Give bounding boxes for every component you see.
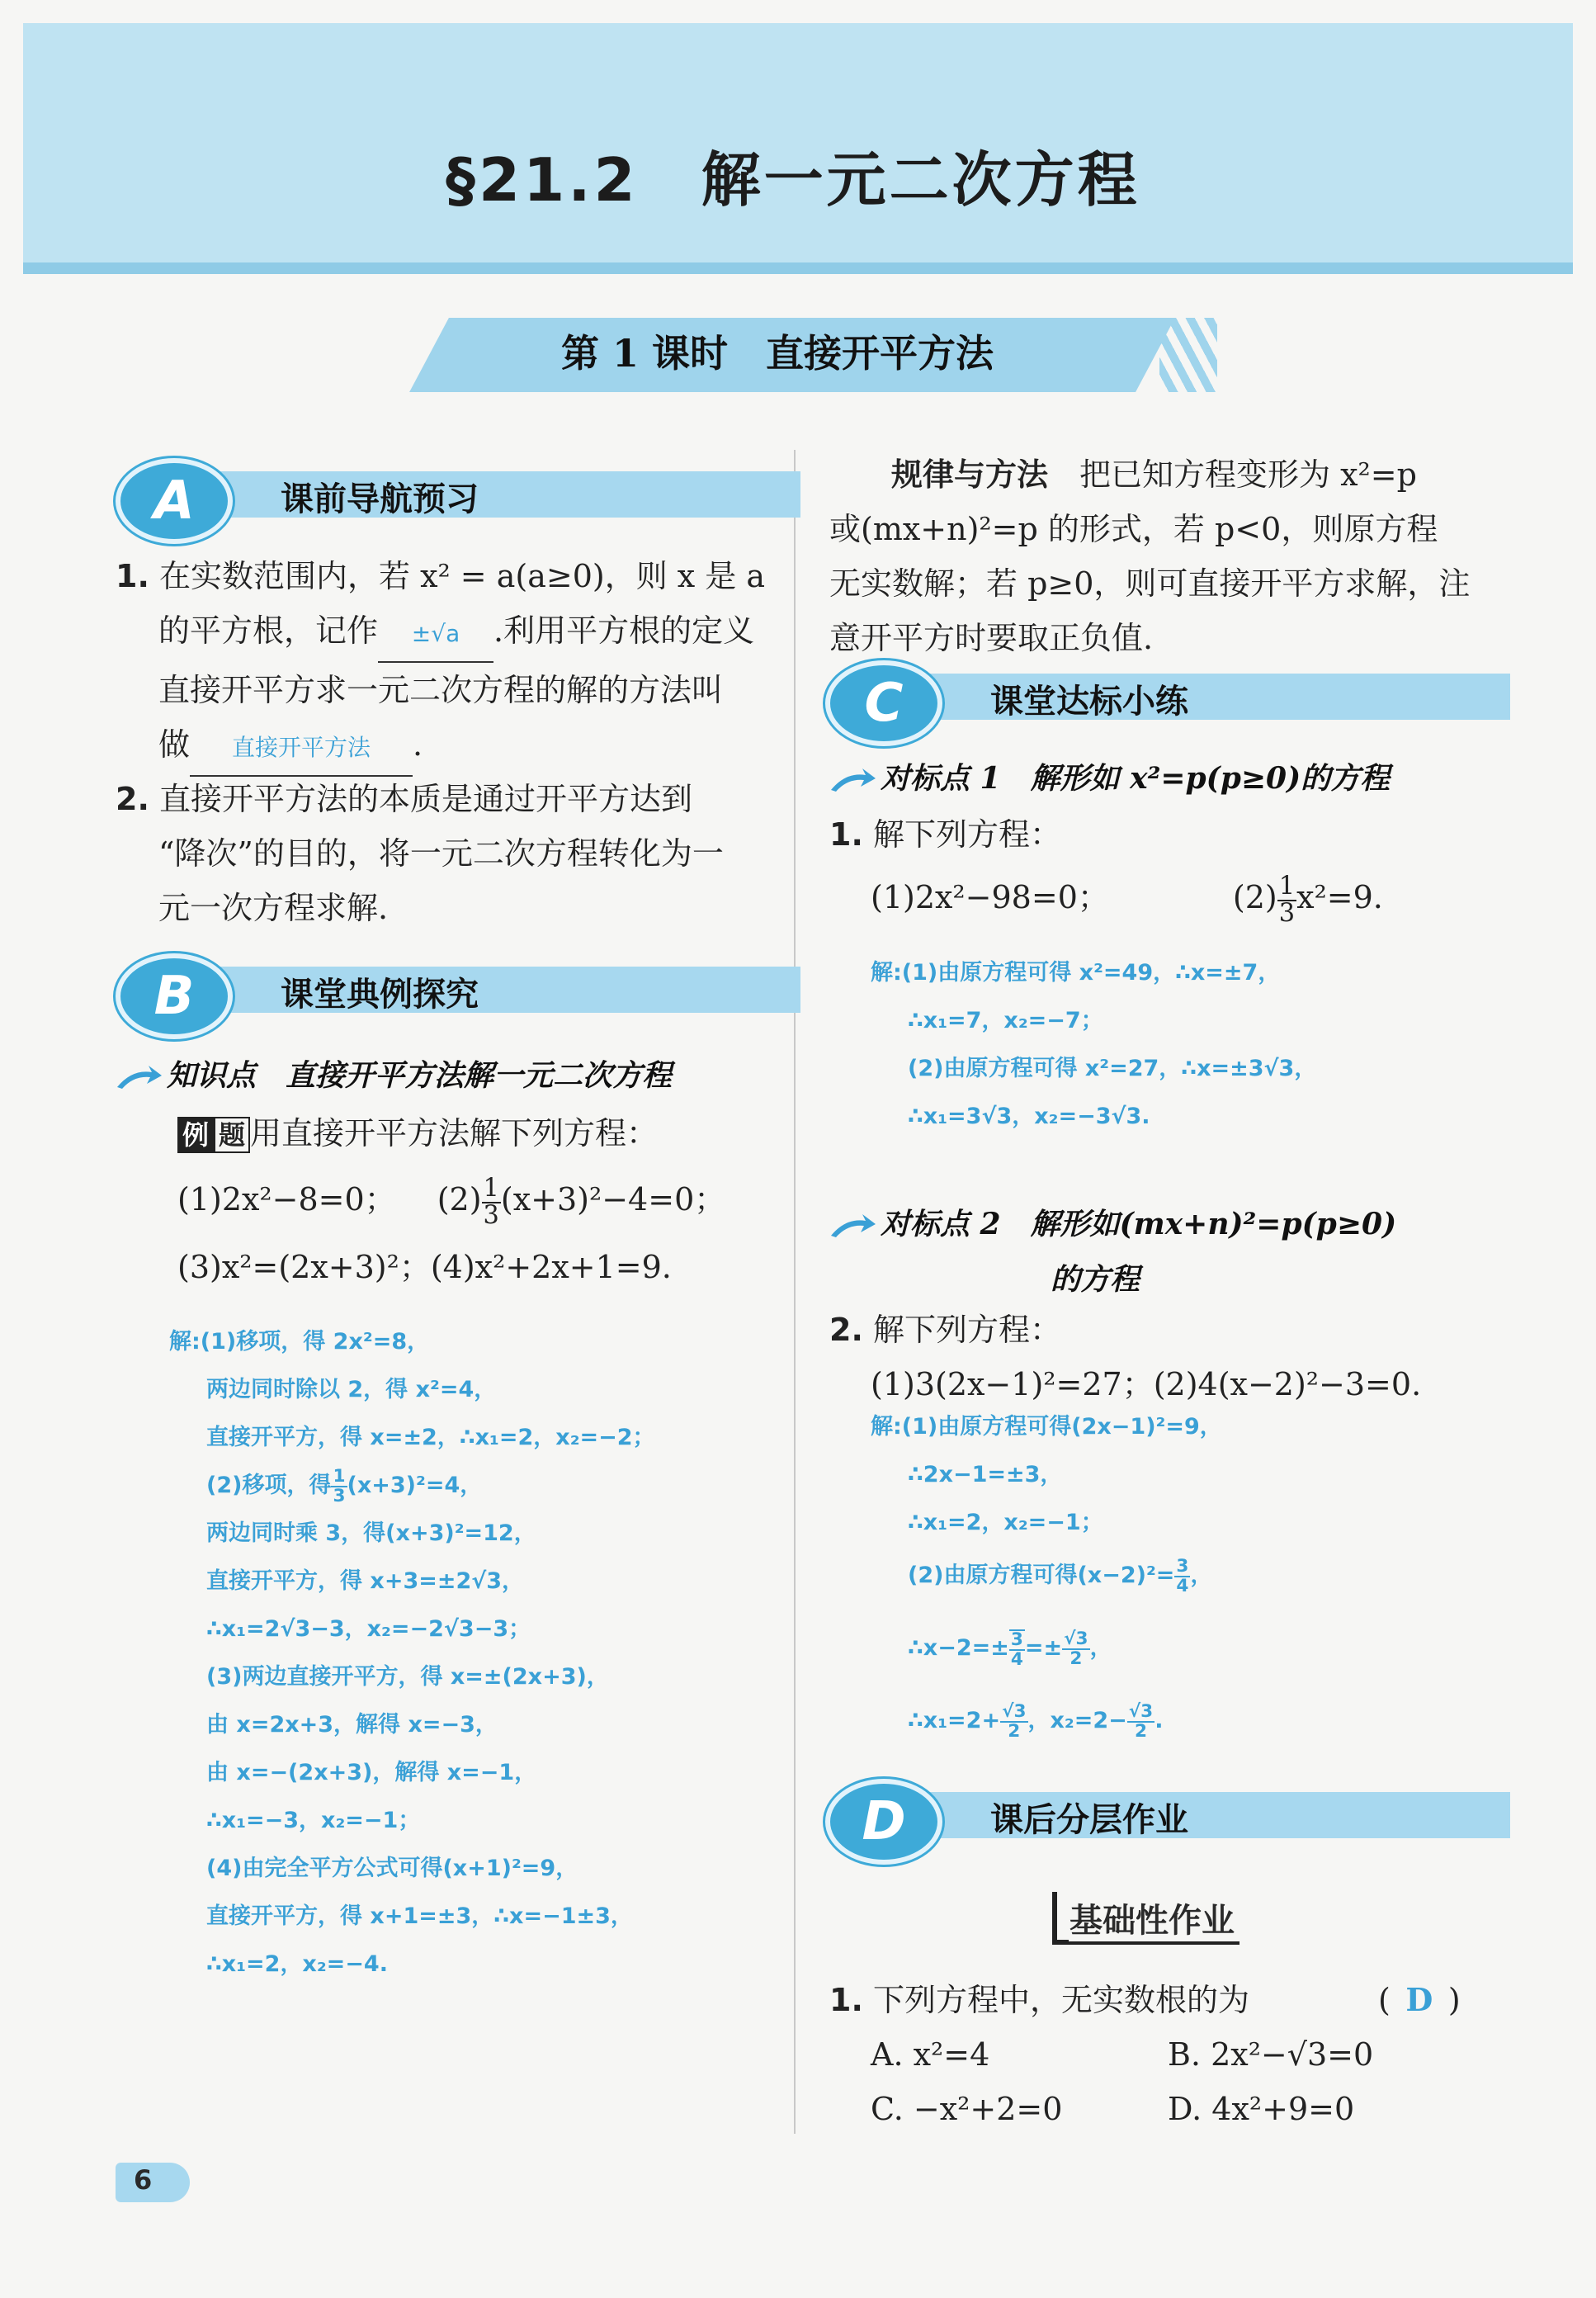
arrow-icon: [116, 1066, 162, 1090]
example-tag: 题: [214, 1117, 250, 1153]
practice-question-2: [829, 1303, 1490, 1411]
preview-question-1: [116, 549, 767, 777]
example-prompt: 用直接开平方法解下列方程：: [250, 1115, 659, 1151]
rule-text: 把已知方程变形为 x²=p: [1079, 456, 1417, 493]
answer-blank: ±√a: [378, 607, 493, 663]
practice-solution-2: 解:(1)由原方程可得(2x−1)²=9， ∴2x−1=±3， ∴x₁=2，x₂=−1； (2)由原方程可得(x−2)²= $\frac{3}{4}$ ， ∴x−2=± $\frac{3}{4}$ =± $\frac{√3}{2}$ ， ∴x₁=2+ $\frac{√3}{2}$ ，x₂=2− $\frac{√3}{2}$ .: [871, 1414, 1222, 1742]
knowledge-point-heading: 知识点 直接开平方法解一元二次方程: [116, 1052, 672, 1095]
option-c: C. −x²+2=0: [871, 2091, 1063, 2127]
lesson-title: 第 1 课时 直接开平方法: [561, 331, 994, 376]
section-letter: B: [116, 953, 233, 1039]
fraction: $\frac{3}{4}$: [1176, 1555, 1189, 1596]
example-part-2: (x+3)²−4=0；: [500, 1181, 726, 1218]
rule-text: 无实数解；若 p≥0，则可直接开平方求解，注: [829, 565, 1471, 602]
rule-and-method: [829, 447, 1481, 665]
page-number-tab: [116, 2163, 190, 2202]
rule-text: 或(mx+n)²=p 的形式，若 p<0，则原方程: [829, 511, 1438, 547]
example-part-3-4: (3)x²=(2x+3)²；(4)x²+2x+1=9.: [177, 1248, 672, 1285]
question-number: 1.: [829, 816, 863, 853]
answer-choice: D: [1405, 1981, 1433, 2018]
question-text: .: [413, 726, 423, 763]
practice-solution-1: 解:(1)由原方程可得 x²=49，∴x=±7， ∴x₁=7，x₂=−7； (2)由原方程可得 x²=27，∴x=±3√3， ∴x₁=3√3，x₂=−3√3.: [871, 960, 1317, 1129]
fraction: $\frac{1}{3}$: [483, 1174, 499, 1230]
example-solution: 解:(1)移项，得 2x²=8， 两边同时除以 2，得 x²=4， 直接开平方，得 x=±2，∴x₁=2，x₂=−2； (2)移项，得 $\frac{1}{3}$ (x+3)²=4， 两边同时乘 3，得(x+3)²=12， 直接开平方，得 x+3=±2√3， ∴x₁=2√3−3，x₂=−2√3−3； (3)两边直接开平方，得 x=±(2x+3)， 由 x=2x+3，解得 x=−3， 由 x=−(2x+3)，解得 x=−1， ∴x₁=−3，x₂=−1； (4)由完全平方公式可得(x+1)²=9， 直接开平方，得 x+1=±3，∴x=−1±3， ∴x₁=2，x₂=−4.: [169, 1329, 655, 1977]
preview-question-2: [116, 772, 767, 935]
question-text: “降次”的目的，将一元二次方程转化为一: [158, 835, 724, 872]
rule-label: 规律与方法: [891, 456, 1049, 493]
option-b: B. 2x²−√3=0: [1168, 2036, 1374, 2073]
section-letter: A: [116, 458, 233, 544]
question-number: 2.: [116, 781, 149, 817]
practice-part-1: (1)2x²−98=0；: [871, 879, 1109, 915]
question-text: 直接开平方法的本质是通过开平方达到: [158, 781, 692, 817]
basic-homework-heading: 基础性作业: [1065, 1894, 1239, 1945]
chapter-title: §21.2 解一元二次方程: [446, 145, 1140, 215]
question-text: 做: [158, 726, 191, 763]
arrow-icon: [829, 1214, 876, 1239]
example-tag: 例: [177, 1117, 214, 1153]
target-point-1-heading: 对标点 1 解形如 x²=p(p≥0)的方程: [829, 755, 1390, 797]
question-text: 元一次方程求解.: [158, 890, 389, 926]
practice-part-2: x²=9.: [1296, 879, 1383, 915]
column-divider: [794, 450, 796, 2134]
lesson-stripes-decoration: [1159, 318, 1217, 392]
section-letter: D: [825, 1779, 942, 1865]
option-d: D. 4x²+9=0: [1168, 2091, 1355, 2127]
question-text: 解下列方程：: [872, 816, 1061, 853]
question-number: 1.: [829, 1982, 863, 2018]
fraction: $\frac{1}{3}$: [1278, 872, 1296, 928]
arrow-icon: [829, 768, 876, 793]
homework-question-1: 1. 下列方程中，无实数根的为 ( D ) A. x²=4 B. 2x²−√3=0 C. −x²+2=0 D. 4x²+9=0: [829, 1973, 1490, 2136]
section-title: 课后分层作业: [990, 1801, 1188, 1839]
question-text: 在实数范围内，若 x² = a(a≥0)，则 x 是 a: [158, 558, 766, 594]
practice-question-1: 1. 解下列方程： (1)2x²−98=0； (2) $\frac{1}{3}$ x²=9.: [829, 816, 1383, 928]
question-text: 直接开平方求一元二次方程的解的方法叫: [158, 672, 724, 708]
question-text: 的平方根，记作: [158, 612, 379, 649]
example-part-1: (1)2x²−8=0；: [177, 1181, 396, 1218]
section-letter: C: [825, 660, 942, 746]
question-text: .利用平方根的定义: [493, 612, 755, 649]
fraction: $\frac{1}{3}$: [333, 1465, 346, 1506]
practice-parts: (1)3(2x−1)²=27；(2)4(x−2)²−3=0.: [871, 1366, 1422, 1402]
question-text: 下列方程中，无实数根的为: [872, 1982, 1249, 2018]
section-title: 课前导航预习: [281, 480, 479, 518]
option-a: A. x²=4: [871, 2036, 990, 2073]
question-number: 1.: [116, 558, 149, 594]
example-part-2-prefix: (2): [437, 1181, 482, 1218]
answer-blank: 直接开平方法: [190, 721, 413, 777]
example-question: [177, 1106, 772, 1294]
fraction: $\frac{√3}{2}$: [1002, 1700, 1027, 1742]
fraction: $\frac{√3}{2}$: [1128, 1700, 1154, 1742]
rule-text: 意开平方时要取正负值.: [829, 620, 1154, 656]
fraction: $\frac{3}{4}$: [1010, 1629, 1023, 1670]
fraction: $\frac{√3}{2}$: [1064, 1628, 1088, 1669]
target-point-2-heading: 对标点 2 解形如(mx+n)²=p(p≥0) 的方程: [829, 1201, 1396, 1298]
question-text: 解下列方程：: [872, 1312, 1061, 1348]
section-title: 课堂典例探究: [281, 976, 479, 1014]
page-number: 6: [134, 2164, 153, 2196]
question-number: 2.: [829, 1312, 863, 1348]
section-title: 课堂达标小练: [990, 683, 1188, 721]
